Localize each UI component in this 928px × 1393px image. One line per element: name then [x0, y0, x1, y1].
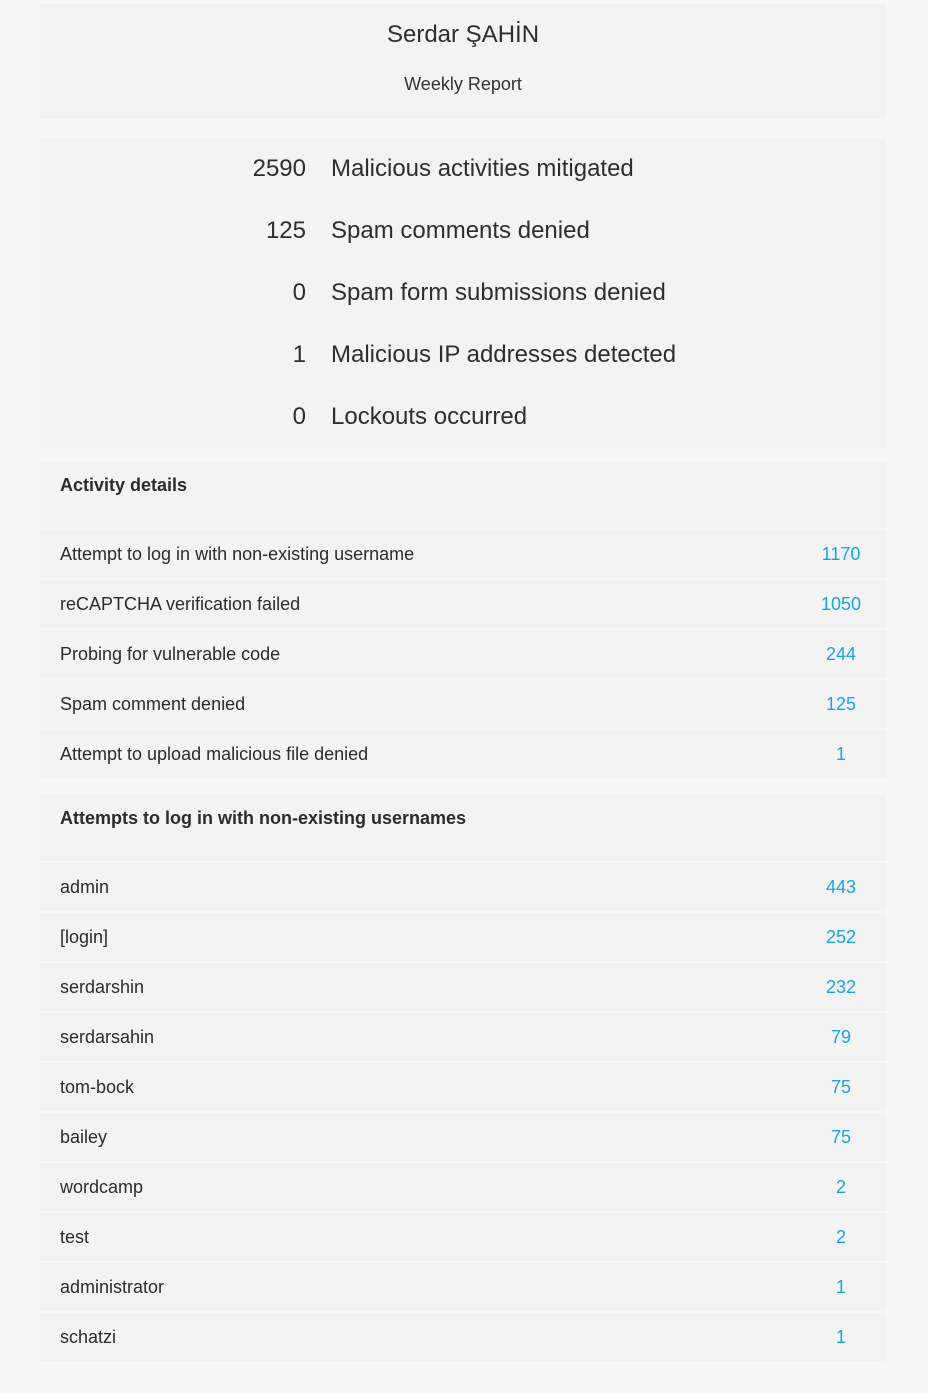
usernames-table — [40, 795, 886, 1361]
username-label: serdarsahin — [60, 1026, 155, 1047]
report-subtitle: Weekly Report — [404, 74, 522, 94]
username-count-link[interactable]: 1 — [835, 1276, 846, 1297]
username-label: wordcamp — [60, 1176, 144, 1197]
table-row — [40, 863, 886, 911]
summary-label: Lockouts occurred — [331, 403, 528, 430]
table-row — [40, 530, 886, 578]
table-row — [40, 1113, 886, 1161]
weekly-report — [40, 4, 886, 1361]
summary-row — [40, 217, 886, 279]
table-row — [40, 1213, 886, 1261]
summary-label: Malicious activities mitigated — [331, 155, 634, 182]
summary-value: 125 — [265, 217, 306, 244]
activity-label: Attempt to log in with non-existing username — [60, 543, 415, 564]
summary-row — [40, 341, 886, 403]
usernames-title: Attempts to log in with non-existing usernames — [40, 795, 886, 861]
username-count-link[interactable]: 79 — [830, 1026, 852, 1047]
summary-value: 2590 — [252, 155, 306, 182]
activity-details-table — [40, 462, 886, 778]
activity-label: Attempt to upload malicious file denied — [60, 743, 369, 764]
username-label: tom-bock — [60, 1076, 135, 1097]
summary-label: Spam comments denied — [331, 217, 590, 244]
username-label: bailey — [60, 1126, 108, 1147]
table-row — [40, 680, 886, 728]
username-count-link[interactable]: 232 — [825, 976, 857, 997]
activity-label: reCAPTCHA verification failed — [60, 593, 301, 614]
username-count-link[interactable]: 1 — [835, 1326, 846, 1347]
activity-details-title: Activity details — [40, 462, 886, 528]
report-header — [40, 4, 886, 119]
username-label: administrator — [60, 1276, 165, 1297]
activity-count-link[interactable]: 1170 — [821, 543, 861, 564]
table-row — [40, 580, 886, 628]
summary-row — [40, 279, 886, 341]
summary-panel — [40, 139, 886, 448]
username-count-link[interactable]: 252 — [825, 926, 857, 947]
summary-row — [40, 403, 886, 465]
site-owner-name: Serdar ŞAHİN — [386, 21, 540, 48]
table-row — [40, 1313, 886, 1361]
table-row — [40, 963, 886, 1011]
summary-value: 1 — [292, 341, 306, 368]
activity-count-link[interactable]: 125 — [825, 693, 857, 714]
summary-value: 0 — [292, 403, 306, 430]
table-row — [40, 1163, 886, 1211]
username-count-link[interactable]: 75 — [830, 1126, 852, 1147]
activity-label: Probing for vulnerable code — [60, 643, 281, 664]
username-label: test — [60, 1226, 90, 1247]
summary-label: Spam form submissions denied — [331, 279, 666, 306]
username-count-link[interactable]: 443 — [825, 876, 857, 897]
table-row — [40, 1263, 886, 1311]
table-row — [40, 730, 886, 778]
summary-row — [40, 155, 886, 217]
username-label: admin — [60, 876, 110, 897]
activity-count-link[interactable]: 1 — [835, 743, 846, 764]
table-row — [40, 630, 886, 678]
table-row — [40, 1063, 886, 1111]
table-row — [40, 913, 886, 961]
username-count-link[interactable]: 75 — [830, 1076, 852, 1097]
username-label: schatzi — [60, 1326, 117, 1347]
username-count-link[interactable]: 2 — [835, 1176, 846, 1197]
activity-count-link[interactable]: 244 — [825, 643, 857, 664]
activity-count-link[interactable]: 1050 — [820, 593, 862, 614]
username-count-link[interactable]: 2 — [835, 1226, 846, 1247]
summary-value: 0 — [292, 279, 306, 306]
username-label: [login] — [60, 926, 109, 947]
activity-label: Spam comment denied — [60, 693, 246, 714]
summary-label: Malicious IP addresses detected — [331, 341, 677, 368]
username-label: serdarshin — [60, 976, 145, 997]
table-row — [40, 1013, 886, 1061]
